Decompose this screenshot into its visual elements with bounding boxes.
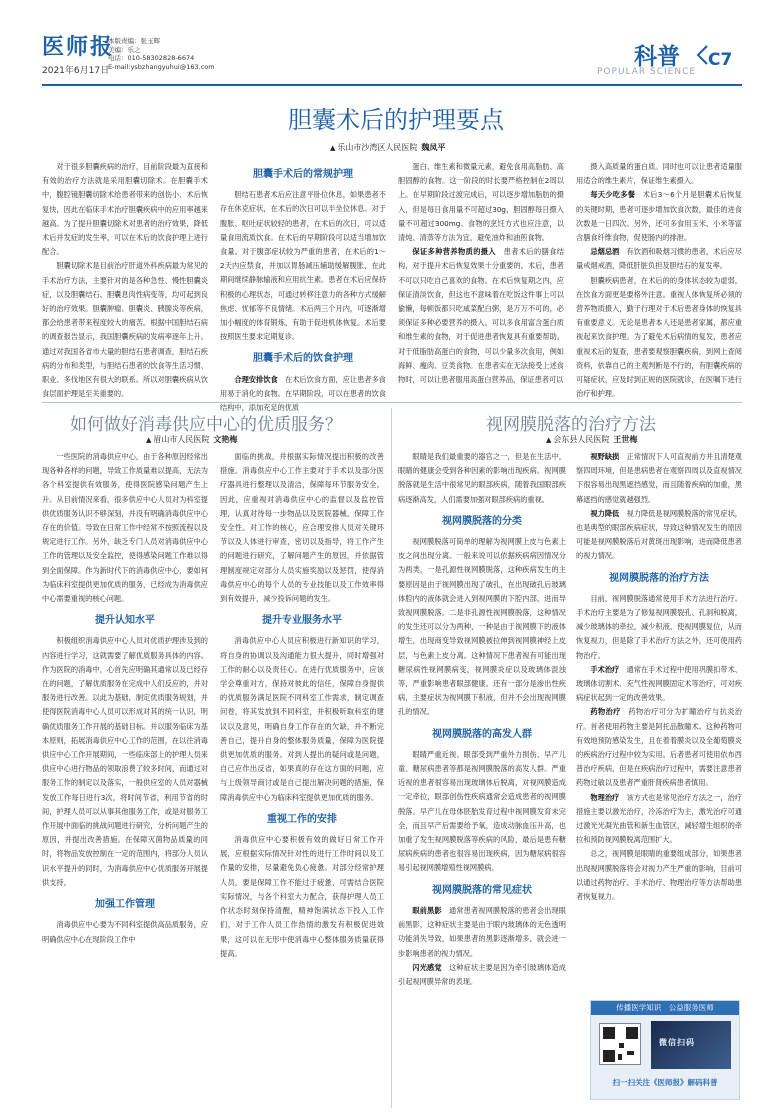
section-heading: 视网膜脱落的治疗方法 (609, 572, 709, 584)
article-title: 如何做好消毒供应中心的优质服务？ (70, 415, 342, 435)
editor-line: 本版责编：张玉辉 (108, 37, 160, 45)
article3-column-1 (398, 450, 566, 1110)
section-heading: 重视工作的安排 (267, 813, 337, 825)
byline-unit: 会东县人民医院 (553, 435, 610, 444)
newspaper-logo: 医师报 (42, 34, 115, 60)
promo-caption: 扫一扫关注《医师报》解码科普 (612, 1078, 718, 1087)
editor-line: 电话：010-58302828-6674 (108, 54, 195, 62)
paragraph: 积极组织消毒供应中心人员对优质护理涉及到的内容进行学习，这就需要了解优质服务具体的内容。作为医院的消毒中，心首先应明确其通常以及已经存在的问题，了解优质服务在完成中人们反应的，并对服务进行改善。以此为基础，制定优质服务规划，并使得医院消毒中心人员可以形成对其的统一认识，明确优质服务工作开展的基础目标。并以服务临床为基本原则，拓展消毒供应中心工作的范围，在以往消毒供应中心工作开展期间，一些临床部上的护理人员来供应中心进行物品的领取浪费了较多时间，而通过对服务工作的制定以及落实，一般供应室的人员对器械发放工作每日进行3次，将时间节省，利用节省的时间，护理人员可以从事其他服务工作，或是对服务工作开展中面临的挑战问题进行研究，分析问题产生的原因，并提出改善措施。在保障灭菌物品质量的同时，将物品发放控制在一定的范围内，将部分人员认识水平提升的同时，为消毒供应中心优质服务开展提供支持。 (42, 636, 208, 887)
byline-author: 魏凤平 (421, 143, 446, 152)
paragraph: 消毒供应中心要为不同科室提供高品质服务，应明确供应中心在现阶段工作中 (42, 920, 208, 944)
paragraph: 摄入高质量的蛋白质。同时也可以让患者适量服用适合的维生素片，保证维生素摄入。 (576, 162, 742, 186)
section-heading: 胆囊手术后的饮食护理 (253, 353, 353, 365)
paragraph: 闪光感觉 这种症状主要是因为牵引玻璃体造成引起视网膜异常的表现。 (398, 962, 566, 986)
article2-column-1 (42, 450, 208, 1110)
paragraph: 药物治疗 药物治疗可分为扩瞳治疗与抗炎治疗。首者使用药物主要是阿托品散瞳术。这种药物可有效地预防感染发生，且在着着膜炎以及全葡萄膜炎的疾病治疗过程中较为实用。后者患者可使用依布西普治疗疾病，但是在疾病治疗过程中，需要注意患者药物过敏以及患者严重肝肾疾病患者慎用。 (576, 707, 742, 788)
paragraph: 眼前黑影 通常患者视网膜脱落的患者会出现眼前黑影，这种症状主要是由于眼内玻璃体的无色透明功能消失导致，如果患者的黑影逐渐增多，就会进一步影响患者的视力情况。 (398, 905, 566, 958)
paragraph: 保证多种营养物质的摄入 患者术后的膳食结构，对于提升术后恢复效果十分重要的。术后，患者不可以只吃自己喜欢的食物。在术后恢复期之内，应保证清淡饮食，但这也不意味着在吃饭这件事上可以偷懒，每顿饭都只吃咸菜配白粥，是万万不可的，必须保证多种必要营养的摄入。可以多食用富含蛋白质和维生素的食物，对于促进患者恢复具有重要帮助。对于低脂肪高蛋白的食物，可以少量多次食用，例如海鲜、瘦肉、豆类食物。在患者实在无法接受上述食物时，可以让患者服用高蛋白营养品，保证患者可以 (398, 247, 564, 385)
paragraph: 视网膜脱落可简单的理解为视网膜上皮与色素上皮之间出现分离。一般来说可以依据疾病病因情况分为两类，一是孔源性视网膜脱落，这种疾病发生的主要原因是由于视网膜出现了破孔，在出现破孔后玻璃体腔内的液体就会进入到视网膜的下腔内部，进而导致视网膜脱落。二是非孔源性视网膜脱落，这种情况的发生还可以分为两种，一种是由于视网膜下的液体增生，出现商变导致视网膜被拉伸到视网膜神经上皮层，与色素上皮分离。这种情况下患者视有可能出现糖尿病性视网膜病变，视网膜炎症以及玻璃体混浊等，严重影响患者眼部健康。还有一部分是渗出性疾病，主要症状为视网膜下积液，但并不会出现视网膜孔的情况。 (398, 537, 566, 717)
byline-unit: 眉山市人民医院 (153, 435, 210, 444)
section-name-english: POPULAR SCIENCE (597, 67, 697, 77)
editor-line: E-mail:ysbzhangyuhui@163.com (108, 62, 215, 71)
publication-date: 2021年6月17日 (42, 66, 110, 76)
article3-column-2 (576, 450, 742, 994)
paragraph: 每天少吃多餐 术后3～6个月是胆囊术后恢复的关键时期，患者可逐步增加饮食次数，最佳的进食次数是一日四次。另外，还可多食用玉米、小米等富含膳食纤维食物，促使肠内的排泄。 (576, 190, 742, 243)
paragraph: 合理安排饮食 在术后饮食方面，应让患者多食用易于消化的食物。在早期阶段，可以在患者的饮食结构中，添加充足的优质 (220, 374, 386, 413)
paragraph: 胆囊疾病患者，在术后的的身体状态较为虚弱，在饮食方面更是要格外注意。重视人体恢复所必须的营养物质摄入，勤于行理对于术后患者身体的恢复具有重要意义。无论是患者本人还是患者家属，都应重视起来饮食护理。为了避免术后病情的复发，患者应重视术后的复查，患者要观察胆囊疾病，到网上查阅资料，依靠自己的主观判断是不行的，有胆囊疾病的可疑症状，应及时到正规的医院就诊，在医嘱下进行治疗和护理。 (576, 275, 742, 399)
article-byline (546, 434, 637, 445)
byline-author: 文艳梅 (213, 435, 238, 444)
article1-column-3 (398, 160, 564, 396)
section-heading: 视网膜脱落的高发人群 (432, 728, 532, 740)
section-name: 科普 (634, 44, 680, 70)
promo-side-text: 微信扫码 (659, 1038, 695, 1047)
article-byline (146, 434, 237, 445)
paragraph: 面临的挑战，并根据实际情况提出积极的改善措施。消毒供应中心工作主要对于手术以及部分医疗器具进行整理以及清洁，保障每环节服务安全。因此，应重视对消毒供应中心的监督以及监控管理，认真对待每一步物品以及医院器械，保障工作安全性。对工作的核心，应合理安排人员对关键环节以及人体进行审查，密切以及指导，将工作产生的问题进行研究，了解问题产生的原因，并依据管理制度规定对部分人员实施奖励以及惩罚，使得消毒供应中心的每个人员的专业技能以及工作效率得到有效提升，减少投诉问题的发生。 (220, 452, 384, 604)
article1-column-1 (42, 160, 208, 399)
paragraph: 对于很多胆囊疾病的治疗，目前阶段最为直接和有效的治疗方法就是采用胆囊切除术。在胆囊手术中，腹腔镜胆囊切除术给患者带来的创伤小、术后恢复快，因此在临床手术治疗胆囊疾病中的应用率越来越高。为了提升胆囊切除术对患者的治疗效果，降低术后并发症的发生率，可以在术后的饮食护理上进行配合。 (42, 162, 208, 257)
paragraph: 手术治疗 通常在手术过程中使用巩膜扣带术、玻璃体切割术、充气性视网膜固定术等治疗，可对疾病症状起到一定的改善效果。 (576, 664, 742, 703)
paragraph: 消毒供应中心人员应积极进行新知识的学习，将自身的协调以及沟通能力很大提升，同时增强对工作的耐心以及责任心。在进行优质服务中，应该学会尊重对方，保持对彼此的信任，保障自身提供的优质服务满足医院不同科室工作需求，制定调查问卷，将其发放到不同科室，并积极听取科室的建议以及意见，明确自身工作存在的欠缺，并不断完善自己，提升自身的整体服务质量，保障为医院提供更加优质的服务。对到人提出的疑问或是问题，自己应作出反省，如果真的存在这方面的问题，应与上级领导商讨或是自己提出解决问题的措施，保障消毒供应中心为临床科室提供更加优质的服务。 (220, 636, 384, 802)
article-byline (330, 142, 445, 153)
header-rule (42, 84, 742, 86)
article2-column-2 (220, 450, 384, 1110)
paragraph: 物理治疗 该方式也是常见治疗方法之一，治疗措施主要以激光治疗，冷冻治疗为主，激光治疗可通过激光光凝光曲管和新生血管区，减轻增生组织的牵拉和预防视网膜脱离范围扩大。 (576, 792, 742, 845)
paragraph: 消毒供应中心要积极有效的做好日常工作开展，应根据实际情况针对性的进行工作时间以及工作量的安排，尽量避免负心疲惫。对部分经常护理人员，要是保障工作不能过于疲惫，可需结合医院实际情况，与各个科室大力配合，获得护理人员工作状态时刻保持清醒，精神饱满状态下投入工作们，对于工作人员工作热情的激发有积极促进效果，这可以在无形中使消毒中心整体服务质量获得提高。 (220, 835, 384, 958)
article1-column-2 (220, 160, 386, 413)
section-heading: 提升认知水平 (95, 615, 155, 627)
paragraph: 忌烟忌酒 有饮酒和吸烟习惯的患者，术后应尽量戒烟戒酒，降低肝脏负担及胆结石的复发率。 (576, 247, 742, 271)
section-heading: 提升专业服务水平 (262, 615, 342, 627)
paragraph: 视野缺损 正常情况下人可直视前方并且清楚观察四周环境，但是患病患者在观察四周以及直视情况下很容易出现黑遮挡感觉，而且随着疾病的加重，黑幕遮挡的感觉就越强烈。 (576, 452, 742, 504)
paragraph: 眼睛是我们最重要的器官之一，但是在生活中，眼睛的健康会受到各种因素的影响出现疾病。视网膜脱落就是生活中很常见的眼部疾病，随着我国眼部疾病逐渐高发，人们需要加强对眼部疾病的重视。 (398, 452, 566, 504)
paragraph: 胆结石患者术后应注意平卧位休息，如果患者不存在休克症状，在术后的次日可以半坐位休息。对于腹胀、呕吐症状较轻的患者，在术后的次日，可以适量食用流质饮食。在术后的早期阶段可以适当增加饮食量。对于腹部症状较为严重的患者，在术后的1～2天内应禁食，并加以胃肠减压辅助缓解腹胀，在此期间继续静脉输液和应用抗生素。患者在术后应保持积极的心理状态，可通过转移注意力的各种方式缓解焦虑、忧郁等不良情绪。术后两三个月内，可逐渐增加小幅度的体育锻炼，有助于促进机体恢复。术后要按照医生要求定期复诊。 (220, 190, 386, 342)
triangle-icon: ▲ (330, 144, 336, 152)
editor-line: 美编：乐之 (108, 45, 141, 54)
triangle-icon: ▲ (546, 436, 552, 444)
paragraph: 视力降低 视力降低是视网膜脱落的常见症状，也是典型的眼部疾病症状，导致这种情况发生的原因可能是视网膜脱落后对黄斑出现影响，进而降低患者的视力情况。 (576, 508, 742, 561)
promo-banner[interactable] (590, 1000, 740, 1100)
article1-column-4 (576, 160, 742, 399)
editor-info (108, 37, 215, 71)
vertical-divider (391, 408, 392, 1108)
section-heading: 视网膜脱落的分类 (442, 515, 522, 527)
article-title: 胆囊术后的护理要点 (288, 106, 504, 134)
byline-unit: 乐山市沙湾区人民医院 (337, 143, 418, 152)
paragraph: 总之，视网膜是眼睛的重要组成部分，如果患者出现视网膜脱落将会对视力产生严重的影响，目前可以通过药物治疗、手术治疗、物理治疗等方法帮助患者恢复视力。 (576, 849, 742, 902)
section-heading: 视网膜脱落的常见症状 (432, 884, 532, 896)
byline-author: 王世梅 (613, 435, 638, 444)
paragraph: 一些医院的消毒供应中心，由于各种原因经常出现各种各样的问题，导致工作质量难以提高，无法为各个科室提供有效服务，使得医院感染问题产生上升。从目前情况来看，很多供应中心人员对为科室提供优质服务认识不够深刻，并没有明确消毒供应中心存在的价值。导致在日常工作中经常不按照流程以及规定进行工作。另外，缺乏专门人员对消毒供应中心工作的管理以及安全监控，使得感染问题工作难以得到全面保障。作为新时代下的消毒供应中心，要如何为临床科室提供更加优质的服务，已经成为消毒供应中心需要重视的核心问题。 (42, 452, 208, 604)
article-title: 视网膜脱落的治疗方法 (486, 415, 656, 435)
horizontal-divider (42, 402, 742, 403)
promo-image (651, 1021, 731, 1069)
promo-slogan: 传播医学知识 公益服务医师 (591, 1001, 739, 1015)
masthead (0, 0, 780, 86)
section-heading: 加强工作管理 (95, 899, 155, 911)
paragraph: 胆囊切除术是目前治疗肝道外科疾病最为常见的手术治疗方法，主要针对的是各种急性、慢性胆囊炎症，以及胆囊结石、胆囊息肉性病变等，均可起到良好的治疗效果。胆囊肿瘤、胆囊炎、胰腺炎等疾病，都会给患者带来程度较大的痛苦。根据中国胆结石病的调查报告显示，我国胆囊疾病的发病率逐年上升。通过对我国各省市大量的胆结石患者调查，胆结石疾病的分布和类型，与胆结石患者的饮食等生活习惯、职业、多伐地区有很大的联系。所以对胆囊疾病从饮食层面护理是至关重要的。 (42, 261, 208, 399)
triangle-icon: ▲ (146, 436, 152, 444)
section-heading: 胆囊手术后的常规护理 (253, 169, 353, 180)
paragraph: 蛋白、维生素和微量元素，避免食用高脂肪、高胆固醇的食物。这一阶段的时长要严格控制在2周以上。在早期阶段过渡完成后，可以逐步增加脂肪的摄入，但是每日食用量不可超过30g，胆固醇每日摄入量不可超过300mg。食物的烹饪方式也应注意，以清炖、清蒸等方法为宜，避免油炸和油煎食物。 (398, 162, 564, 243)
qr-code-icon[interactable] (599, 1023, 641, 1065)
paragraph: 目前，视网膜脱落通常使用手术方法进行治疗。手术治疗主要是为了修复视网膜裂孔、孔洞和脱离，减少玻璃体的牵拉，减少积液，使视网膜复位，从而恢复视力，但是除了手术治疗方法之外，还可使用药物治疗。 (576, 593, 742, 660)
page-number: C7 (708, 50, 733, 70)
paragraph: 眼睛严重近视、眼部受到严重外力损伤、早产儿童、糖尿病患者等都是视网膜脱落的高发人群。严重近视的患者很容易出现玻璃体后脱离，对视网膜造成一定牵拉，眼部创伤性疾病通常会造成患者的视网膜脱落。早产儿在母体胚胎发育过程中视网膜发育未完全，而且早产后需要给予氧，造成动脉血压升高，也加重了发生视网膜脱落等疾病的风险，最后是患有糖尿病疾病的患者也很容易出现疾病，因为糖尿病很容易引起视网膜增殖性视网膜病。 (398, 749, 566, 873)
